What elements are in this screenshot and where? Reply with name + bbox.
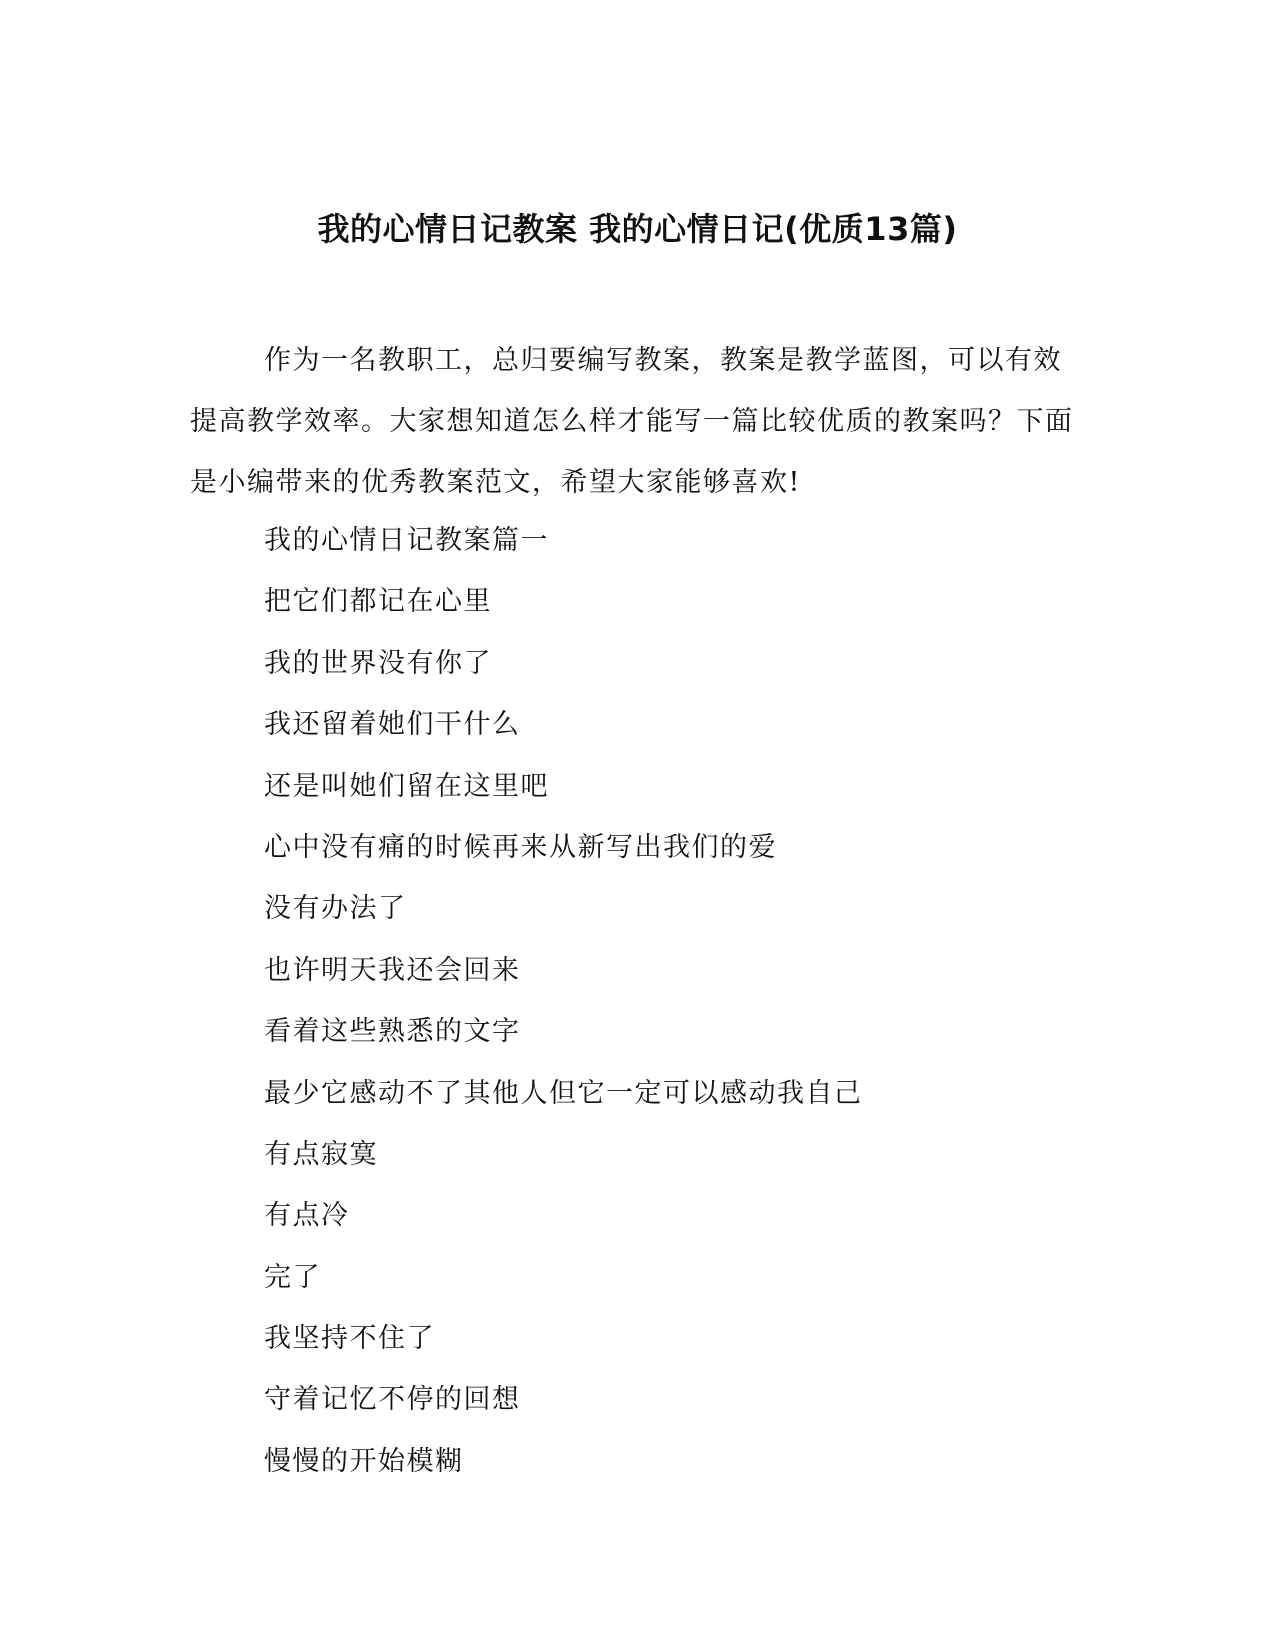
- text-line: 没有办法了: [264, 893, 407, 925]
- text-line: 有点寂寞: [264, 1138, 378, 1170]
- text-line: 守着记忆不停的回想: [264, 1384, 521, 1416]
- text-line: 我的世界没有你了: [264, 647, 492, 679]
- text-line: 慢慢的开始模糊: [264, 1445, 464, 1477]
- intro-paragraph: 作为一名教职工，总归要编写教案，教案是教学蓝图，可以有效提高教学效率。大家想知道怎么样才能写一篇比较优质的教案吗？下面是小编带来的优秀教案范文，希望大家能够喜欢!: [190, 345, 1074, 498]
- text-line: 还是叫她们留在这里吧: [264, 770, 549, 802]
- text-line: 看着这些熟悉的文字: [264, 1016, 521, 1048]
- text-line: 完了: [264, 1261, 321, 1293]
- section-heading: 我的心情日记教案篇一: [264, 525, 549, 556]
- text-line: 有点冷: [264, 1200, 350, 1232]
- document-title: 我的心情日记教案 我的心情日记(优质13篇): [317, 210, 958, 248]
- text-line: 最少它感动不了其他人但它一定可以感动我自己: [264, 1077, 863, 1109]
- text-line: 我还留着她们干什么: [264, 709, 521, 741]
- text-line: 心中没有痛的时候再来从新写出我们的爱: [264, 831, 777, 863]
- text-line: 把它们都记在心里: [264, 586, 492, 618]
- text-line: 也许明天我还会回来: [264, 954, 521, 986]
- text-line: 我坚持不住了: [264, 1323, 435, 1355]
- diary-lines: [264, 510, 863, 1492]
